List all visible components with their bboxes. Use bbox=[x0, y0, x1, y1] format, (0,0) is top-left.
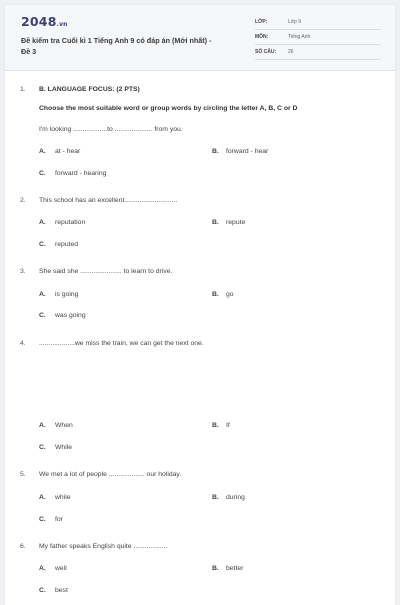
option-letter-a[interactable]: A. bbox=[39, 565, 46, 572]
question-stem: This school has an excellent............................ bbox=[39, 197, 178, 204]
site-logo[interactable] bbox=[21, 14, 68, 29]
question-number: 1. bbox=[20, 86, 26, 93]
option-text-b[interactable]: go bbox=[226, 291, 234, 298]
question-stem: ...................we miss the train, we can get the next one. bbox=[39, 340, 204, 347]
option-text-b[interactable]: If bbox=[226, 422, 230, 429]
exam-page bbox=[5, 5, 395, 605]
meta-row-subject bbox=[255, 30, 381, 45]
option-letter-a[interactable]: A. bbox=[39, 291, 46, 298]
meta-label-class: LỚP: bbox=[255, 19, 268, 25]
option-text-a[interactable]: reputation bbox=[55, 219, 86, 226]
option-text-c[interactable]: for bbox=[55, 516, 63, 523]
option-text-b[interactable]: forward - hear bbox=[226, 148, 269, 155]
option-letter-c[interactable]: C. bbox=[39, 444, 46, 451]
option-text-b[interactable]: during bbox=[226, 494, 245, 501]
question-number: 3. bbox=[20, 268, 26, 275]
exam-header bbox=[5, 5, 395, 71]
logo-main: 2048 bbox=[21, 14, 57, 29]
option-text-b[interactable]: repute bbox=[226, 219, 246, 226]
instruction-text: Choose the most suitable word or group words by circling the letter A, B, C or D bbox=[39, 105, 298, 112]
document-title-line1: Đề kiểm tra Cuối kì 1 Tiếng Anh 9 có đáp án (Mới nhất) - bbox=[21, 36, 212, 45]
option-text-a[interactable]: at - hear bbox=[55, 148, 81, 155]
option-letter-b[interactable]: B. bbox=[212, 565, 219, 572]
question-number: 4. bbox=[20, 340, 26, 347]
option-letter-c[interactable]: C. bbox=[39, 587, 46, 594]
option-letter-c[interactable]: C. bbox=[39, 241, 46, 248]
option-letter-a[interactable]: A. bbox=[39, 219, 46, 226]
question-stem: We met a lot of people ................... our holiday. bbox=[39, 471, 182, 478]
meta-value-subject: Tiếng Anh bbox=[288, 34, 311, 40]
option-letter-c[interactable]: C. bbox=[39, 170, 46, 177]
question-stem: My father speaks English quite .................. bbox=[39, 543, 168, 550]
section-heading: B. LANGUAGE FOCUS: (2 PTS) bbox=[39, 86, 140, 93]
option-text-a[interactable]: while bbox=[55, 494, 71, 501]
meta-label-question-count: SỐ CÂU: bbox=[255, 49, 277, 55]
option-text-c[interactable]: reputed bbox=[55, 241, 79, 248]
option-letter-c[interactable]: C. bbox=[39, 516, 46, 523]
meta-value-question-count: 26 bbox=[288, 49, 294, 55]
document-title bbox=[21, 35, 236, 57]
question-stem: She said she ...................... to learn to drive. bbox=[39, 268, 173, 275]
option-text-b[interactable]: better bbox=[226, 565, 244, 572]
option-letter-b[interactable]: B. bbox=[212, 494, 219, 501]
question-number: 2. bbox=[20, 197, 26, 204]
option-text-c[interactable]: While bbox=[55, 444, 72, 451]
option-letter-c[interactable]: C. bbox=[39, 312, 46, 319]
option-text-a[interactable]: When bbox=[55, 422, 73, 429]
option-letter-a[interactable]: A. bbox=[39, 148, 46, 155]
option-text-a[interactable]: is going bbox=[55, 291, 79, 298]
meta-row-question-count bbox=[255, 45, 381, 60]
meta-row-class bbox=[255, 15, 381, 30]
logo-suffix: .vn bbox=[56, 21, 68, 28]
meta-value-class: Lớp 9 bbox=[288, 19, 302, 25]
question-number: 5. bbox=[20, 471, 26, 478]
question-number: 6. bbox=[20, 543, 26, 550]
option-letter-b[interactable]: B. bbox=[212, 422, 219, 429]
option-text-a[interactable]: well bbox=[55, 565, 67, 572]
option-text-c[interactable]: best bbox=[55, 587, 68, 594]
question-stem: I'm looking ..................to .................... from you. bbox=[39, 126, 183, 133]
option-letter-b[interactable]: B. bbox=[212, 219, 219, 226]
option-text-c[interactable]: was going bbox=[55, 312, 86, 319]
meta-label-subject: MÔN: bbox=[255, 34, 269, 40]
option-text-c[interactable]: forward - hearing bbox=[55, 170, 107, 177]
option-letter-a[interactable]: A. bbox=[39, 494, 46, 501]
document-title-line2: Đề 3 bbox=[21, 47, 37, 56]
option-letter-b[interactable]: B. bbox=[212, 148, 219, 155]
option-letter-a[interactable]: A. bbox=[39, 422, 46, 429]
option-letter-b[interactable]: B. bbox=[212, 291, 219, 298]
